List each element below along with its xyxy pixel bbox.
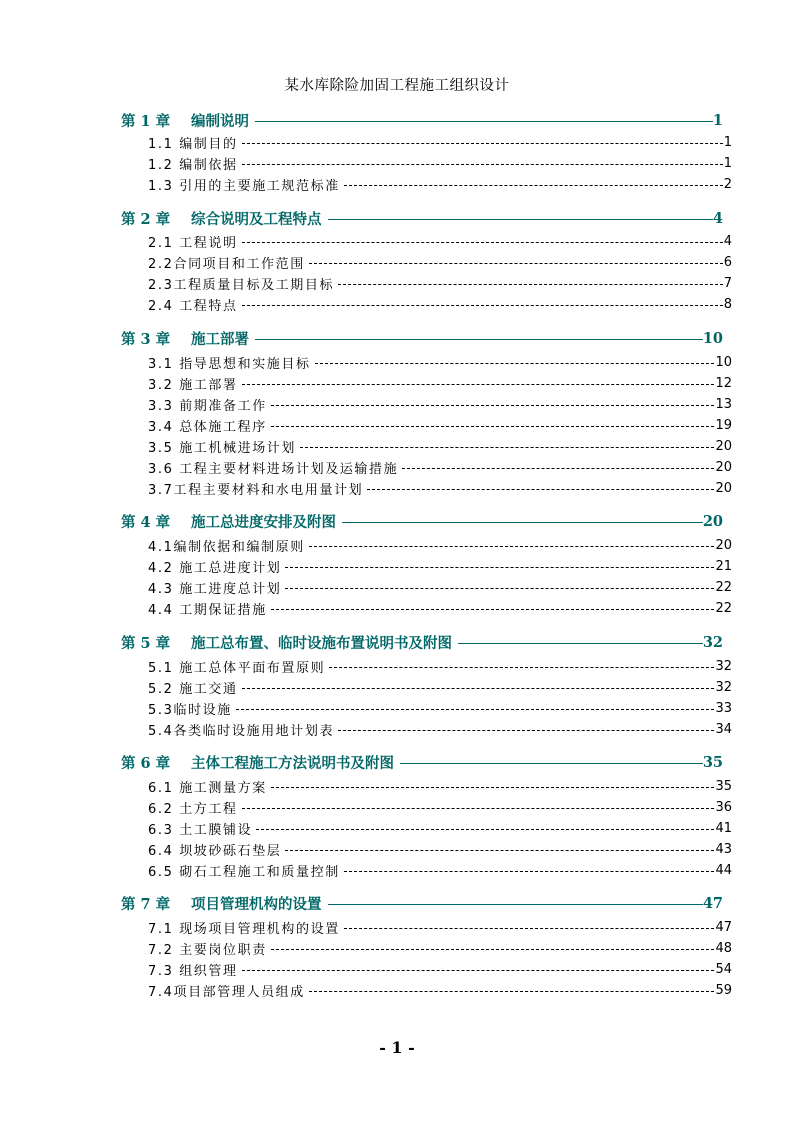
toc-chapter-title	[121, 110, 249, 131]
toc-section-entry[interactable]	[0, 959, 794, 979]
toc-section-title: 1.1 编制目的	[148, 136, 238, 152]
toc-section-title: 1.3 引用的主要施工规范标准	[148, 178, 340, 194]
toc-section-title: 3.3 前期准备工作	[148, 398, 267, 414]
toc-chapter-number: 第 3 章	[121, 330, 171, 348]
toc-page-number: 43	[715, 841, 732, 857]
toc-page-number: 32	[715, 658, 732, 674]
toc-section-entry[interactable]	[0, 294, 794, 314]
toc-section-title: 3.1 指导思想和实施目标	[148, 356, 311, 372]
toc-page-number: 32	[702, 633, 723, 651]
toc-section-title: 2.4 工程特点	[148, 298, 238, 314]
toc-chapter-number: 第 6 章	[121, 754, 171, 772]
toc-section-entry[interactable]	[0, 917, 794, 937]
toc-page-number: 22	[715, 579, 732, 595]
toc-page-number: 20	[715, 537, 732, 553]
toc-leader-line	[328, 904, 703, 905]
toc-page-number: 10	[702, 329, 723, 347]
toc-page-number: 1	[723, 155, 732, 171]
toc-section-title: 7.4项目部管理人员组成	[148, 984, 305, 1000]
toc-section-entry[interactable]	[0, 577, 794, 597]
toc-page-number: 1	[723, 134, 732, 150]
toc-chapter-entry[interactable]	[0, 110, 794, 130]
toc-section-entry[interactable]	[0, 457, 794, 477]
toc-section-title: 7.3 组织管理	[148, 963, 238, 979]
toc-leader-line	[271, 609, 715, 610]
toc-section-entry[interactable]	[0, 797, 794, 817]
toc-page-number: 10	[715, 354, 732, 370]
toc-section-entry[interactable]	[0, 980, 794, 1000]
toc-section-entry[interactable]	[0, 698, 794, 718]
toc-leader-line	[344, 928, 715, 929]
toc-section-entry[interactable]	[0, 231, 794, 251]
toc-page-number: 35	[715, 778, 732, 794]
toc-section-title: 2.1 工程说明	[148, 235, 238, 251]
toc-page-number: 20	[715, 459, 732, 475]
toc-page-number: 22	[715, 600, 732, 616]
toc-leader-line	[458, 643, 703, 644]
toc-section-entry[interactable]	[0, 415, 794, 435]
toc-leader-line	[309, 991, 715, 992]
toc-section-entry[interactable]	[0, 938, 794, 958]
toc-page-number: 59	[715, 982, 732, 998]
toc-section-entry[interactable]	[0, 132, 794, 152]
toc-leader-line	[367, 489, 714, 490]
toc-section-entry[interactable]	[0, 273, 794, 293]
toc-page-number: 1	[712, 111, 723, 129]
toc-page-number: 7	[723, 275, 732, 291]
toc-section-entry[interactable]	[0, 478, 794, 498]
toc-section-entry[interactable]	[0, 535, 794, 555]
toc-chapter-entry[interactable]	[0, 893, 794, 913]
toc-section-entry[interactable]	[0, 394, 794, 414]
toc-leader-line	[309, 546, 715, 547]
toc-page-number: 54	[715, 961, 732, 977]
toc-section-title: 3.5 施工机械进场计划	[148, 440, 297, 456]
toc-leader-line	[242, 242, 723, 243]
toc-chapter-label: 施工总进度安排及附图	[191, 513, 336, 531]
toc-chapter-title	[121, 328, 249, 349]
toc-page-number: 12	[715, 375, 732, 391]
toc-leader-line	[242, 143, 723, 144]
toc-chapter-label: 综合说明及工程特点	[191, 210, 322, 228]
toc-section-title: 2.2合同项目和工作范围	[148, 256, 305, 272]
toc-page-number: 36	[715, 799, 732, 815]
toc-section-title: 5.2 施工交通	[148, 681, 238, 697]
toc-section-entry[interactable]	[0, 860, 794, 880]
toc-section-title: 2.3工程质量目标及工期目标	[148, 277, 335, 293]
toc-leader-line	[329, 667, 714, 668]
toc-leader-line	[255, 339, 703, 340]
toc-page-number: 41	[715, 820, 732, 836]
toc-page-number: 20	[715, 480, 732, 496]
toc-page-number: 4	[723, 233, 732, 249]
toc-chapter-label: 主体工程施工方法说明书及附图	[191, 754, 394, 772]
toc-page-number: 8	[723, 296, 732, 312]
toc-section-title: 5.4各类临时设施用地计划表	[148, 723, 335, 739]
toc-chapter-title	[121, 752, 394, 773]
toc-page-number: 4	[712, 209, 723, 227]
toc-section-entry[interactable]	[0, 656, 794, 676]
toc-section-title: 7.2 主要岗位职责	[148, 942, 267, 958]
toc-leader-line	[236, 709, 715, 710]
toc-chapter-entry[interactable]	[0, 328, 794, 348]
toc-leader-line	[338, 284, 723, 285]
page-number: - 1 -	[379, 1038, 415, 1057]
toc-section-title: 4.1编制依据和编制原则	[148, 539, 305, 555]
toc-section-title: 5.3临时设施	[148, 702, 232, 718]
toc-section-entry[interactable]	[0, 436, 794, 456]
toc-chapter-label: 编制说明	[191, 112, 249, 130]
toc-section-title: 3.6 工程主要材料进场计划及运输措施	[148, 461, 399, 477]
toc-chapter-number: 第 2 章	[121, 210, 171, 228]
toc-leader-line	[255, 121, 713, 122]
toc-leader-line	[271, 949, 715, 950]
toc-page-number: 34	[715, 721, 732, 737]
toc-section-title: 3.7工程主要材料和水电用量计划	[148, 482, 364, 498]
toc-leader-line	[242, 808, 715, 809]
toc-section-entry[interactable]	[0, 839, 794, 859]
toc-chapter-number: 第 5 章	[121, 634, 171, 652]
toc-section-entry[interactable]	[0, 776, 794, 796]
toc-page-number: 48	[715, 940, 732, 956]
toc-leader-line	[328, 219, 713, 220]
toc-chapter-number: 第 1 章	[121, 112, 171, 130]
toc-chapter-entry[interactable]	[0, 632, 794, 652]
toc-leader-line	[242, 688, 715, 689]
toc-page-number: 20	[702, 512, 723, 530]
toc-chapter-entry[interactable]	[0, 208, 794, 228]
toc-section-title: 6.5 砌石工程施工和质量控制	[148, 864, 340, 880]
toc-section-entry[interactable]	[0, 252, 794, 272]
toc-leader-line	[300, 447, 714, 448]
toc-leader-line	[242, 164, 723, 165]
toc-page-number: 20	[715, 438, 732, 454]
toc-leader-line	[242, 970, 715, 971]
toc-page-number: 6	[723, 254, 732, 270]
toc-chapter-title	[121, 632, 452, 653]
toc-section-entry[interactable]	[0, 153, 794, 173]
toc-section-title: 1.2 编制依据	[148, 157, 238, 173]
toc-leader-line	[271, 405, 715, 406]
toc-page-number: 32	[715, 679, 732, 695]
toc-section-entry[interactable]	[0, 677, 794, 697]
toc-section-title: 5.1 施工总体平面布置原则	[148, 660, 326, 676]
toc-leader-line	[344, 185, 723, 186]
toc-leader-line	[271, 426, 715, 427]
toc-chapter-entry[interactable]	[0, 511, 794, 531]
toc-section-entry[interactable]	[0, 818, 794, 838]
toc-chapter-label: 施工部署	[191, 330, 249, 348]
toc-chapter-title	[121, 511, 336, 532]
toc-section-title: 7.1 现场项目管理机构的设置	[148, 921, 340, 937]
toc-page-number: 33	[715, 700, 732, 716]
toc-leader-line	[315, 363, 715, 364]
toc-page-number: 44	[715, 862, 732, 878]
toc-leader-line	[242, 384, 715, 385]
toc-chapter-title	[121, 208, 322, 229]
toc-leader-line	[285, 850, 714, 851]
toc-leader-line	[309, 263, 723, 264]
toc-section-entry[interactable]	[0, 598, 794, 618]
toc-leader-line	[402, 468, 714, 469]
toc-chapter-entry[interactable]	[0, 752, 794, 772]
toc-leader-line	[285, 588, 714, 589]
toc-section-title: 4.3 施工进度总计划	[148, 581, 282, 597]
toc-chapter-label: 施工总布置、临时设施布置说明书及附图	[191, 634, 452, 652]
toc-leader-line	[256, 829, 714, 830]
toc-section-title: 4.2 施工总进度计划	[148, 560, 282, 576]
toc-section-title: 3.4 总体施工程序	[148, 419, 267, 435]
toc-section-entry[interactable]	[0, 373, 794, 393]
toc-section-entry[interactable]	[0, 174, 794, 194]
toc-leader-line	[338, 730, 714, 731]
toc-leader-line	[400, 763, 703, 764]
toc-page-number: 35	[702, 753, 723, 771]
toc-chapter-title	[121, 893, 322, 914]
toc-leader-line	[242, 305, 723, 306]
toc-page-number: 2	[723, 176, 732, 192]
toc-page-number: 21	[715, 558, 732, 574]
toc-section-title: 6.1 施工测量方案	[148, 780, 267, 796]
toc-leader-line	[342, 522, 703, 523]
toc-section-title: 4.4 工期保证措施	[148, 602, 267, 618]
document-title: 某水库除险加固工程施工组织设计	[284, 78, 510, 94]
toc-chapter-number: 第 7 章	[121, 895, 171, 913]
toc-section-entry[interactable]	[0, 556, 794, 576]
toc-page-number: 47	[715, 919, 732, 935]
toc-section-title: 6.2 土方工程	[148, 801, 238, 817]
toc-section-entry[interactable]	[0, 719, 794, 739]
toc-page-number: 13	[715, 396, 732, 412]
toc-section-title: 6.3 土工膜铺设	[148, 822, 253, 838]
toc-leader-line	[271, 787, 715, 788]
toc-page-number: 47	[702, 894, 723, 912]
toc-section-title: 6.4 坝坡砂砾石垫层	[148, 843, 282, 859]
toc-chapter-number: 第 4 章	[121, 513, 171, 531]
toc-leader-line	[285, 567, 714, 568]
toc-section-entry[interactable]	[0, 352, 794, 372]
toc-leader-line	[344, 871, 715, 872]
toc-section-title: 3.2 施工部署	[148, 377, 238, 393]
toc-page-number: 19	[715, 417, 732, 433]
toc-chapter-label: 项目管理机构的设置	[191, 895, 322, 913]
